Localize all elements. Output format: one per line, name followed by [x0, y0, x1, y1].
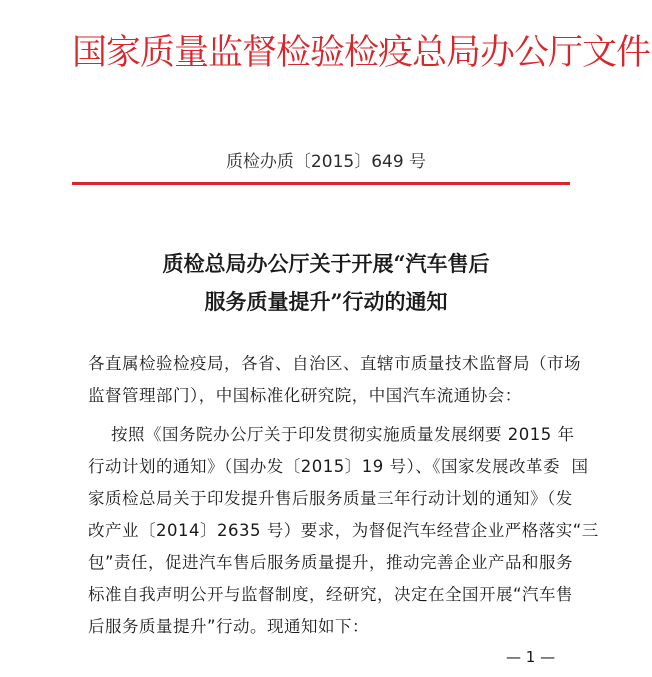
- body-text-line: 改产业〔2014〕2635 号）要求，为督促汽车经营企业严格落实“三: [88, 521, 599, 540]
- body-text-line: 监督管理部门），中国标准化研究院，中国汽车流通协会：: [88, 386, 522, 405]
- body-text-line: 后服务质量提升”行动。现通知如下：: [88, 617, 370, 636]
- notice-title-line-1: 质检总局办公厅关于开展“汽车售后: [162, 251, 490, 276]
- red-divider-line: [72, 182, 570, 185]
- body-text-line: 包”责任，促进汽车售后服务质量提升，推动完善企业产品和服务: [88, 553, 574, 572]
- page-number: — 1 —: [506, 648, 556, 666]
- notice-title-line-2: 服务质量提升”行动的通知: [204, 289, 448, 314]
- body-text-line: 各直属检验检疫局，各省、自治区、直辖市质量技术监督局（市场: [88, 354, 581, 373]
- document-number: 质检办质〔2015〕649 号: [225, 152, 427, 172]
- issuer-header-title: 国家质量监督检验检疫总局办公厅文件: [72, 33, 651, 73]
- body-text-line: 行动计划的通知》（国办发〔2015〕19 号）、《国家发展改革委 国: [88, 457, 589, 476]
- body-text-line: 家质检总局关于印发提升售后服务质量三年行动计划的通知》（发: [88, 489, 573, 508]
- body-text-line: 按照《国务院办公厅关于印发贯彻实施质量发展纲要 2015 年: [88, 425, 575, 444]
- body-text-line: 标准自我声明公开与监督制度，经研究，决定在全国开展“汽车售: [88, 585, 574, 604]
